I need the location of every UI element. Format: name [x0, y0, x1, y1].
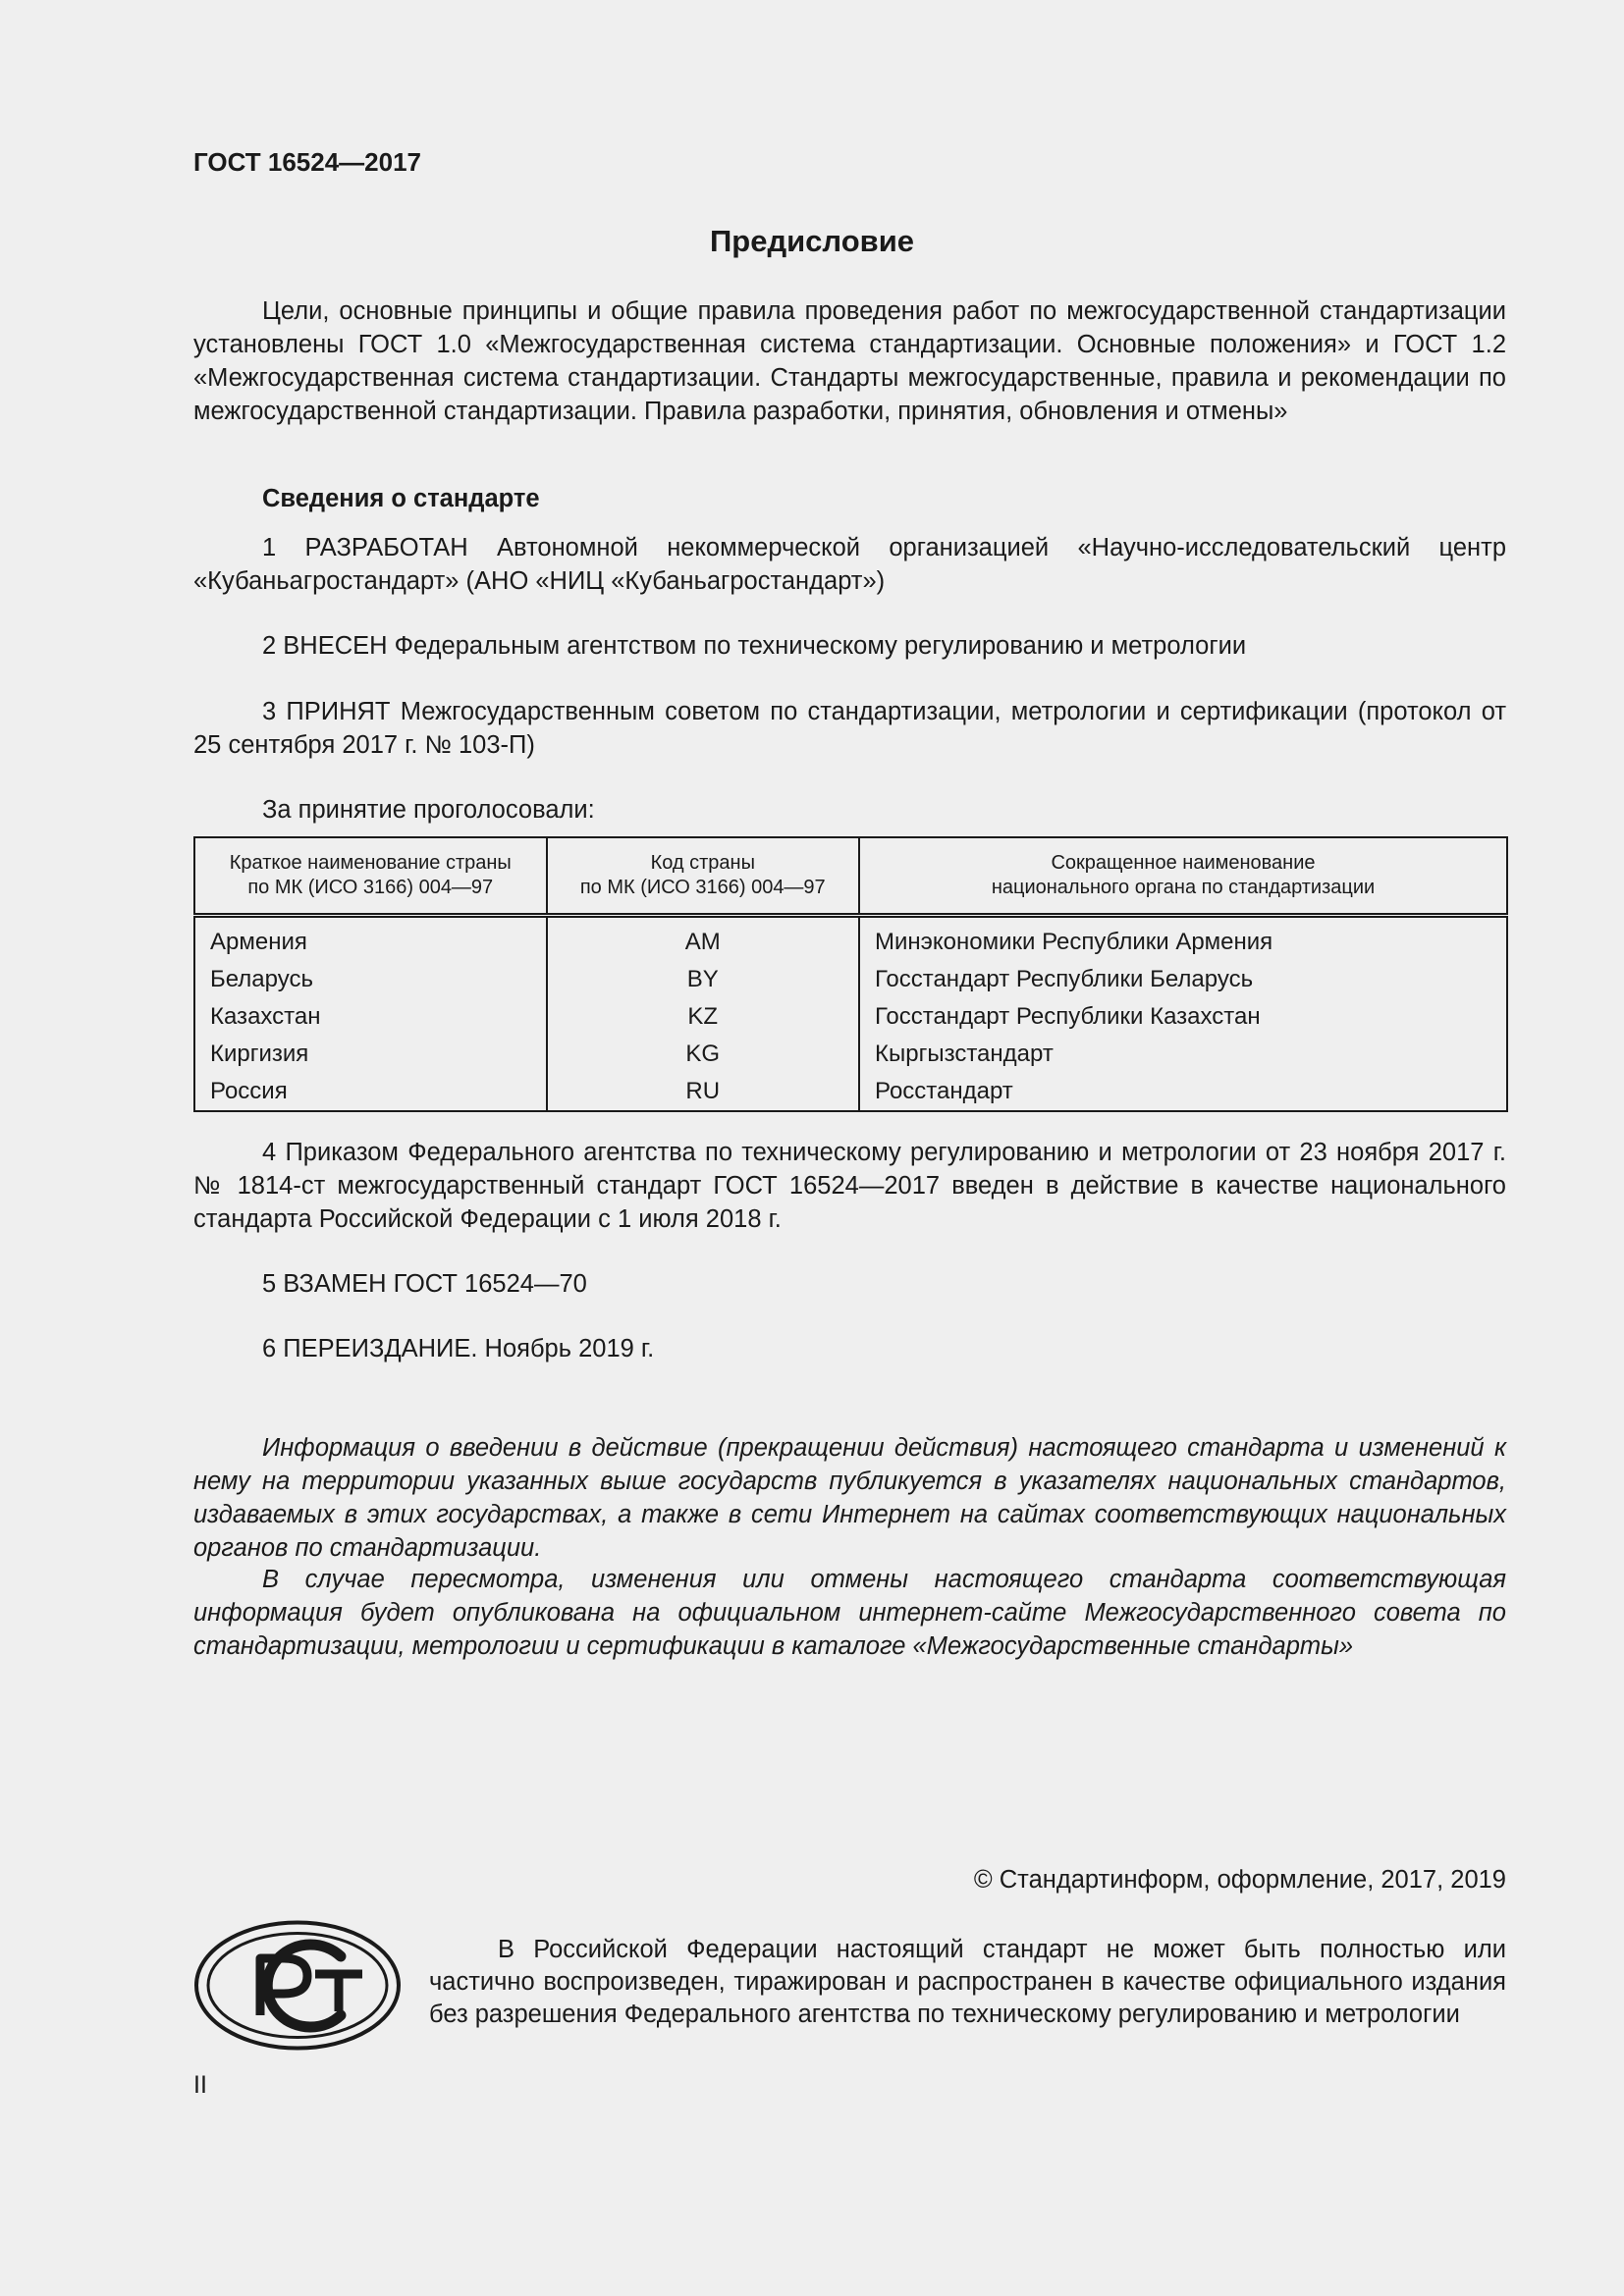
- item-adopted: 3 ПРИНЯТ Межгосударственным советом по стандартизации, метрологии и сертификации (протокол от 25 сентября 2017 г. № 103-П): [193, 698, 1506, 759]
- info-heading: Сведения о стандарте: [262, 485, 540, 512]
- item-replaces: 5 ВЗАМЕН ГОСТ 16524—70: [262, 1270, 587, 1298]
- country-cell: Беларусь: [194, 961, 547, 998]
- authority-cell: Госстандарт Республики Беларусь: [859, 961, 1507, 998]
- page-title: Предисловие: [709, 224, 914, 258]
- table-header-row: [194, 837, 1507, 916]
- table-row: [194, 961, 1507, 998]
- document-header: ГОСТ 16524—2017: [193, 147, 421, 177]
- country-cell: Киргизия: [194, 1036, 547, 1073]
- item-developed: 1 РАЗРАБОТАН Автономной некоммерческой организацией «Научно-исследовательский центр «Кубаньагростандарт» (АНО «НИЦ «Кубаньагростандарт»): [193, 534, 1506, 595]
- authority-cell: Госстандарт Республики Казахстан: [859, 998, 1507, 1036]
- intro-paragraph: Цели, основные принципы и общие правила проведения работ по межгосударственной стандартизации установлены ГОСТ 1.0 «Межгосударственная система стандартизации. Основные положения» и ГОСТ 1.2 «Межгосударственная система стандартизации. Стандарты межгосударственные, правила и рекомендации по межгосударственной стандартизации. Правила разработки, принятия, обновления и отмены»: [193, 297, 1506, 425]
- country-cell: Казахстан: [194, 998, 547, 1036]
- code-cell: KG: [547, 1036, 859, 1073]
- rst-certification-mark-icon: [193, 1919, 402, 2052]
- code-cell: AM: [547, 916, 859, 962]
- column-header-authority: Сокращенное наименование национального органа по стандартизации: [859, 837, 1507, 916]
- notice-introduction: Информация о введении в действие (прекращении действия) настоящего стандарта и изменений к нему на территории указанных выше государств публикуется в указателях национальных стандартов, издаваемых в этих государствах, а также в сети Интернет на сайтах соответствующих национальных органов по стандартизации.: [193, 1434, 1506, 1562]
- code-cell: KZ: [547, 998, 859, 1036]
- item-reissue: 6 ПЕРЕИЗДАНИЕ. Ноябрь 2019 г.: [262, 1335, 655, 1362]
- authority-cell: Кыргызстандарт: [859, 1036, 1507, 1073]
- column-header-country: Краткое наименование страны по МК (ИСО 3166) 004—97: [194, 837, 547, 916]
- code-cell: RU: [547, 1073, 859, 1111]
- column-header-code: Код страны по МК (ИСО 3166) 004—97: [547, 837, 859, 916]
- notice-revision: В случае пересмотра, изменения или отмены настоящего стандарта соответствующая информация будет опубликована на официальном интернет-сайте Межгосударственного совета по стандартизации, метрологии и сертификации в каталоге «Межгосударственные стандарты»: [193, 1566, 1506, 1660]
- rights-notice: В Российской Федерации настоящий стандарт не может быть полностью или частично воспроизведен, тиражирован и распространен в качестве официального издания без разрешения Федерального агентства по техническому регулированию и метрологии: [429, 1936, 1506, 2028]
- code-cell: BY: [547, 961, 859, 998]
- copyright-line: © Стандартинформ, оформление, 2017, 2019: [973, 1866, 1506, 1894]
- vote-label: За принятие проголосовали:: [262, 796, 595, 824]
- authority-cell: Росстандарт: [859, 1073, 1507, 1111]
- table-row: [194, 1036, 1507, 1073]
- authority-cell: Минэкономики Республики Армения: [859, 916, 1507, 962]
- voting-table: [193, 836, 1508, 1112]
- country-cell: Армения: [194, 916, 547, 962]
- table-row: [194, 916, 1507, 962]
- table-row: [194, 998, 1507, 1036]
- item-order: 4 Приказом Федерального агентства по техническому регулированию и метрологии от 23 ноября 2017 г. № 1814-ст межгосударственный стандарт ГОСТ 16524—2017 введен в действие в качестве национального стандарта Российской Федерации с 1 июля 2018 г.: [193, 1139, 1506, 1233]
- table-row: [194, 1073, 1507, 1111]
- page-number: II: [193, 2071, 207, 2099]
- country-cell: Россия: [194, 1073, 547, 1111]
- item-introduced: 2 ВНЕСЕН Федеральным агентством по техническому регулированию и метрологии: [262, 632, 1247, 660]
